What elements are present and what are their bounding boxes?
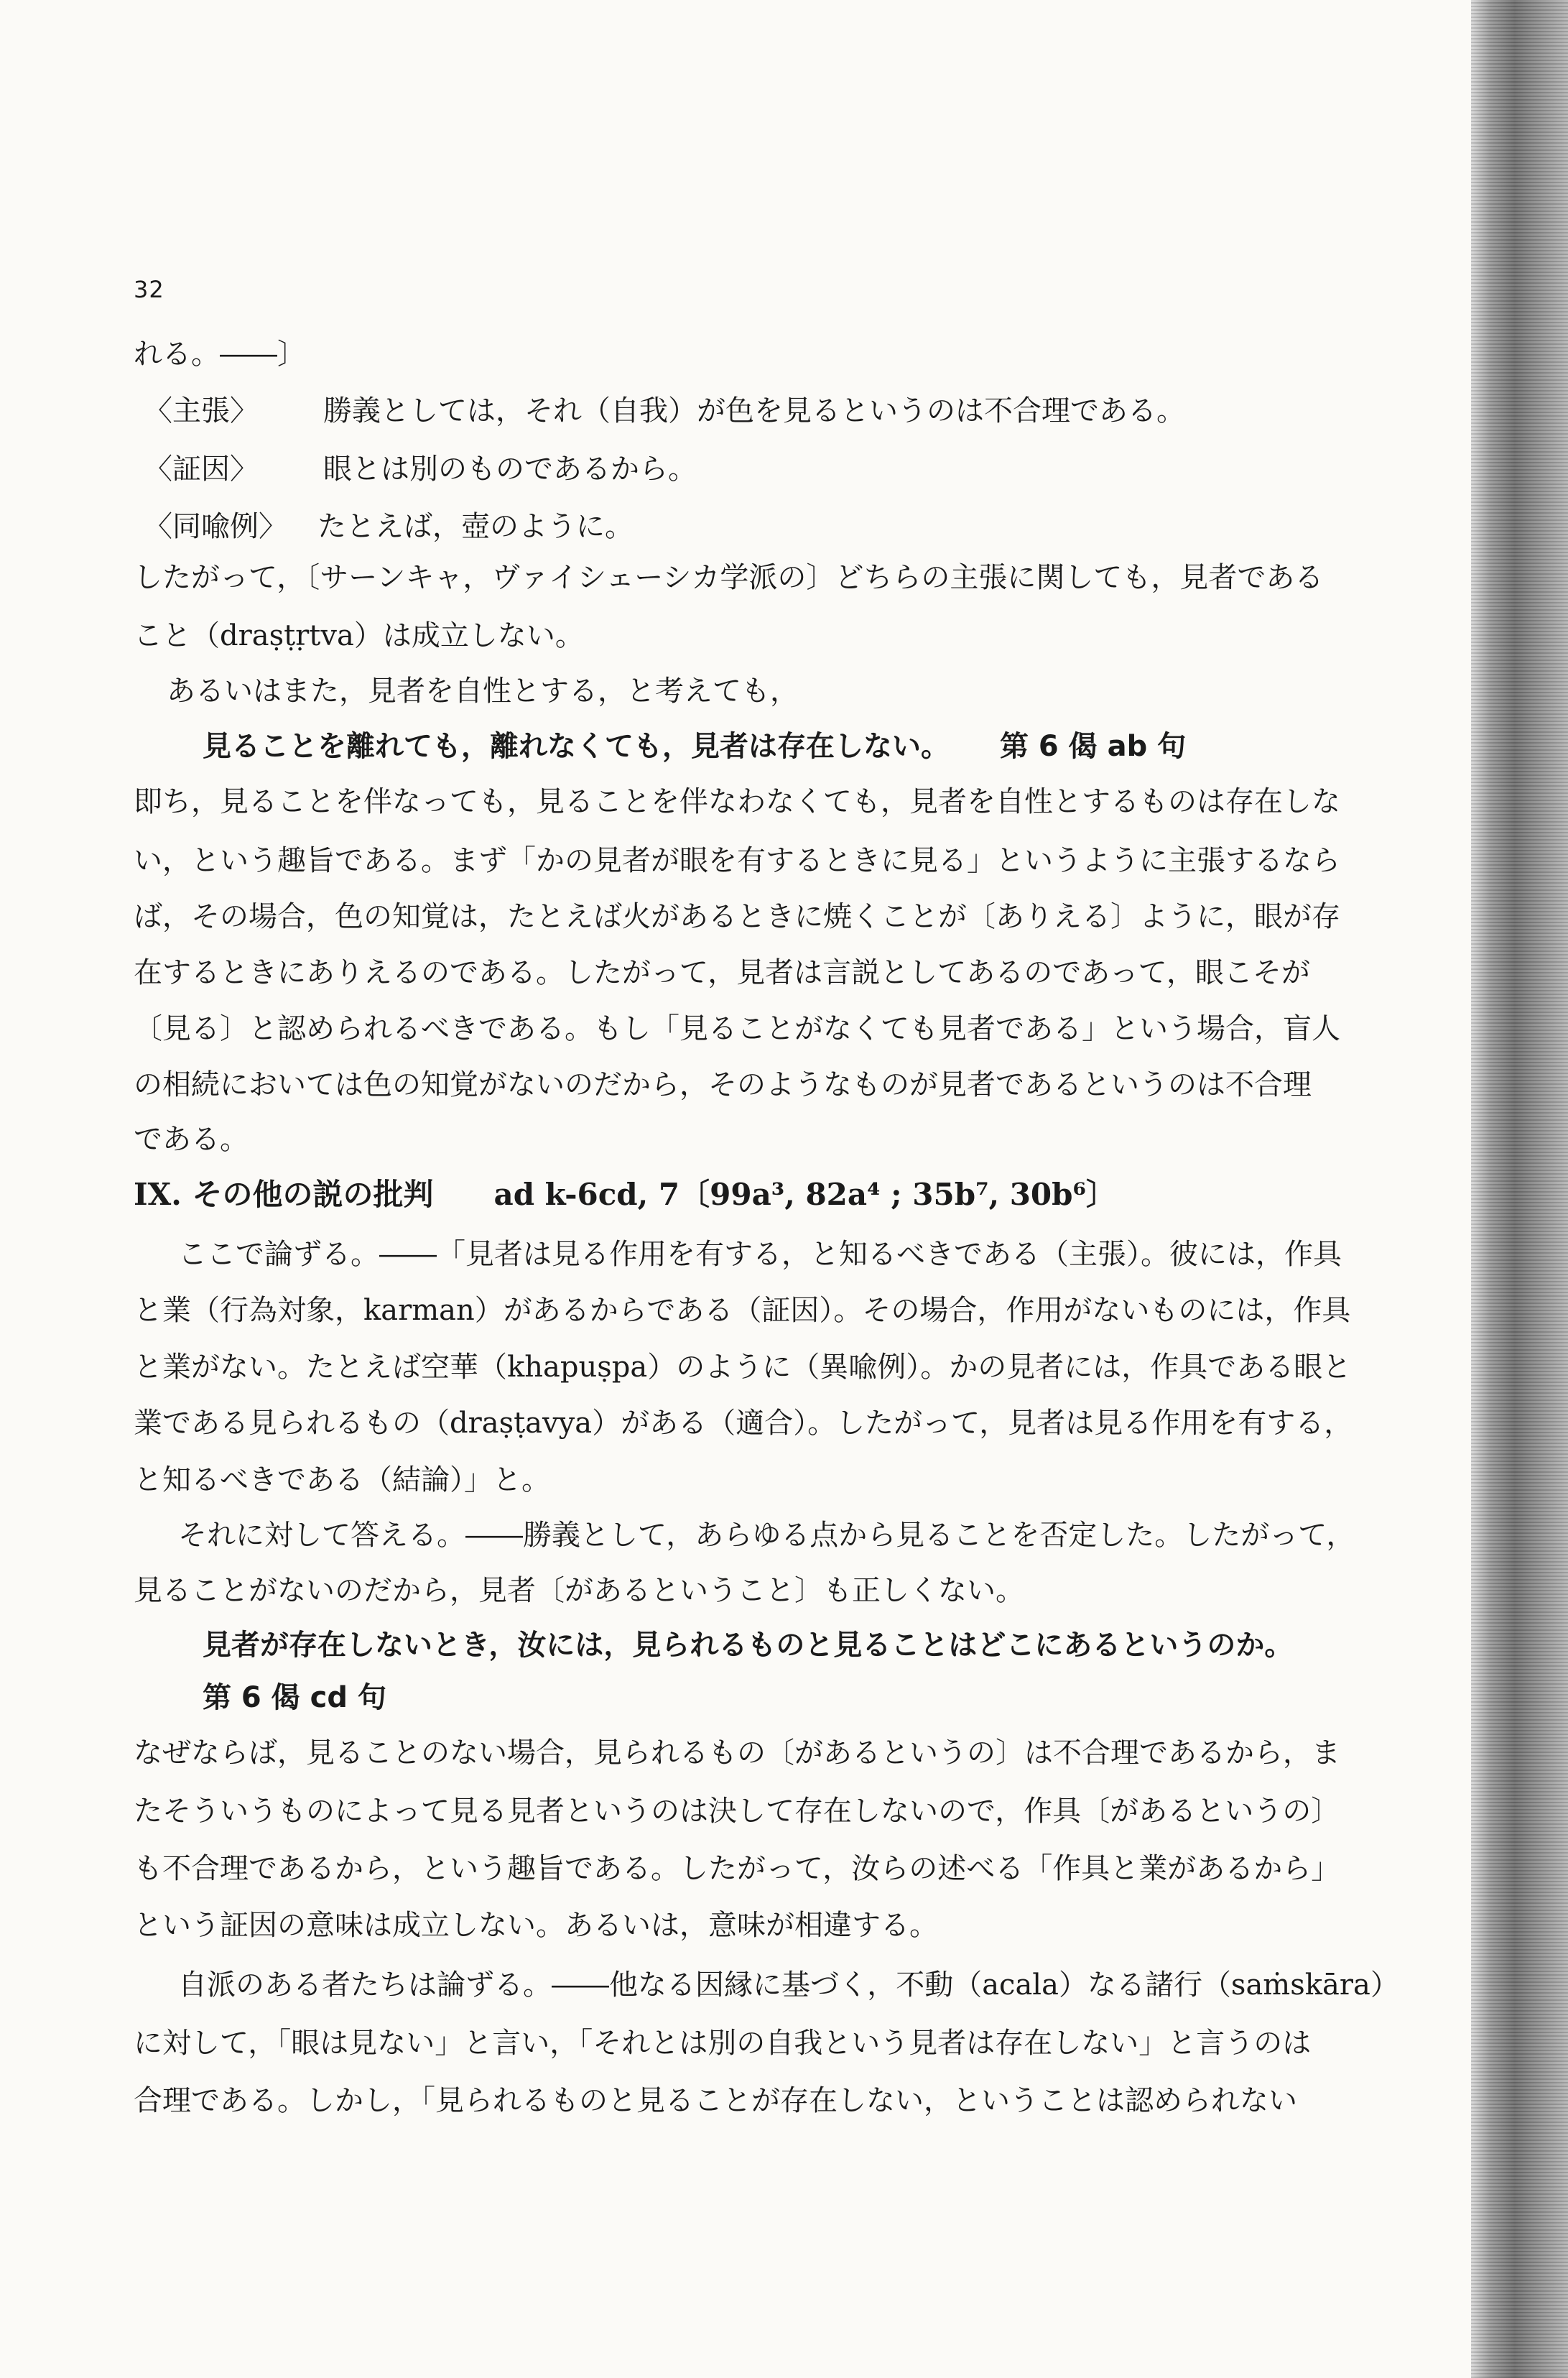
- text-line: 合理である。しかし，「見られるものと見ることが存在しない，ということは認められない: [134, 2084, 1297, 2117]
- thesis-line: [144, 391, 1185, 431]
- text-line: である。: [134, 1123, 249, 1156]
- verse-line: 見者が存在しないとき，汝には，見られるものと見ることはどこにあるというのか。: [203, 1629, 1294, 1662]
- text-line: したがって，〔サーンキャ，ヴァイシェーシカ学派の〕どちらの主張に関しても，見者である: [134, 561, 1324, 594]
- text-line: それに対して答える。――勝義として，あらゆる点から見ることを否定した。したがって，: [178, 1519, 1355, 1552]
- text-line: 即ち，見ることを伴なっても，見ることを伴なわなくても，見者を自性とするものは存在しな: [134, 785, 1340, 818]
- text-line: なぜならば，見ることのない場合，見られるもの〔があるというの〕は不合理であるから，ま: [134, 1736, 1340, 1769]
- text-line: と業（行為対象，karman）があるからである（証因）。その場合，作用がないものには，作具: [134, 1294, 1351, 1327]
- example-line: [144, 506, 634, 547]
- verse-line: [203, 726, 1186, 767]
- reason-label: 〈証因〉: [144, 453, 259, 486]
- verse-text: 見ることを離れても，離れなくても，見者は存在しない。: [203, 730, 950, 763]
- text-line: と知るべきである（結論）」と。: [134, 1463, 550, 1496]
- text-line: ここで論ずる。――「見者は見る作用を有する，と知るべきである（主張）。彼には，作具: [178, 1238, 1342, 1271]
- section-heading: IX. その他の説の批判 ad k-6cd, 7〔99a³, 82a⁴ ; 35b⁷, 30b⁶〕: [134, 1177, 1116, 1212]
- text-line: あるいはまた，見者を自性とする，と考えても，: [167, 675, 799, 708]
- text-line: 自派のある者たちは論ずる。――他なる因縁に基づく，不動（acala）なる諸行（saṁskāra）: [178, 1968, 1399, 2002]
- thesis-text: 勝義としては，それ（自我）が色を見るというのは不合理である。: [323, 394, 1185, 427]
- text-line: という証因の意味は成立しない。あるいは，意味が相違する。: [134, 1909, 938, 1942]
- text-line: れる。――〕: [134, 338, 306, 371]
- text-line: ば，その場合，色の知覚は，たとえば火があるときに焼くことが〔ありえる〕ように，眼が存: [134, 900, 1340, 933]
- text-line: に対して，「眼は見ない」と言い，「それとは別の自我という見者は存在しない」と言うのは: [134, 2027, 1312, 2060]
- verse-reference: 第 6 偈 cd 句: [203, 1681, 386, 1714]
- text-line: こと（draṣṭṛtva）は成立しない。: [134, 619, 584, 652]
- text-line: の相続においては色の知覚がないのだから，そのようなものが見者であるというのは不合理: [134, 1068, 1312, 1101]
- thesis-label: 〈主張〉: [144, 394, 259, 427]
- page-binding-edge: [1471, 0, 1568, 2378]
- example-text: たとえば，壺のように。: [317, 510, 634, 543]
- verse-reference: 第 6 偈 ab 句: [1000, 730, 1187, 763]
- reason-text: 眼とは別のものであるから。: [323, 453, 697, 486]
- text-line: たそういうものによって見る見者というのは決して存在しないので，作具〔があるというの〕: [134, 1795, 1340, 1828]
- text-line: と業がない。たとえば空華（khapuṣpa）のように（異喩例）。かの見者には，作具である眼と: [134, 1351, 1352, 1384]
- text-line: 〔見る〕と認められるべきである。もし「見ることがなくても見者である」という場合，盲人: [134, 1012, 1340, 1045]
- page-number: 32: [134, 276, 164, 303]
- example-label: 〈同喩例〉: [144, 510, 287, 543]
- text-line: 見ることがないのだから，見者〔があるということ〕も正しくない。: [134, 1574, 1024, 1607]
- text-line: も不合理であるから，という趣旨である。したがって，汝らの述べる「作具と業があるから」: [134, 1852, 1340, 1885]
- reason-line: [144, 449, 697, 489]
- text-line: 在するときにありえるのである。したがって，見者は言説としてあるのであって，眼こそが: [134, 956, 1310, 989]
- text-line: い，という趣旨である。まず「かの見者が眼を有するときに見る」というように主張するなら: [134, 844, 1340, 877]
- text-line: 業である見られるもの（draṣṭavya）がある（適合）。したがって，見者は見る作用を有する，: [134, 1407, 1353, 1440]
